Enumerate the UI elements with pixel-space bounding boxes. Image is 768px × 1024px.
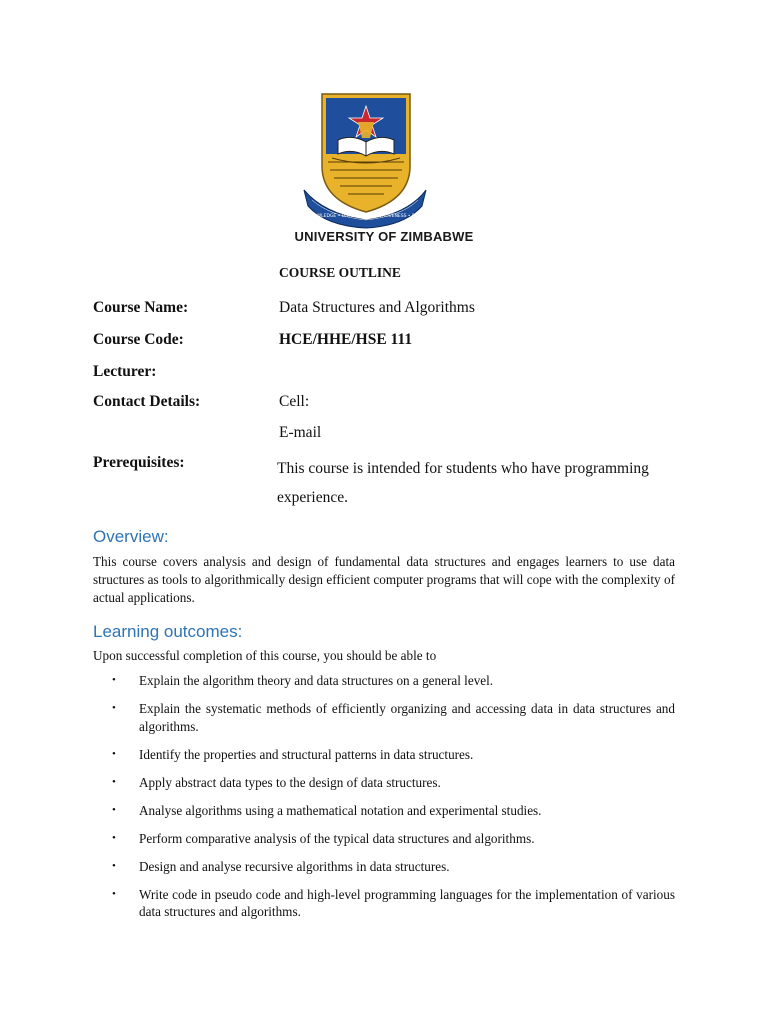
outcome-text: Design and analyse recursive algorithms in data structures.: [139, 858, 450, 874]
bullet-icon: •: [112, 859, 116, 872]
outcome-text: Write code in pseudo code and high-level programming languages for the implementation of various data structures and algorithms.: [139, 886, 675, 919]
prerequisites-value: This course is intended for students who have programming experience.: [277, 460, 649, 506]
bullet-icon: •: [112, 831, 116, 844]
bullet-icon: •: [112, 887, 116, 900]
bullet-icon: •: [112, 674, 116, 686]
outcome-text: Apply abstract data types to the design of data structures.: [139, 774, 441, 790]
outcome-text: Identify the properties and structural patterns in data structures.: [139, 746, 474, 762]
lecturer-label: Lecturer:: [93, 363, 157, 380]
course-name-label: Course Name:: [93, 299, 189, 316]
learning-outcomes-intro: Upon successful completion of this course, you should be able to: [93, 648, 437, 663]
contact-email: E-mail: [279, 424, 322, 441]
outcome-text: Explain the systematic methods of efficiently organizing and accessing data in data structures and algorithms.: [139, 701, 675, 734]
overview-text: This course covers analysis and design of fundamental data structures and engages learners to use data structures as tools to algorithmically design efficient computer programs that will cope with the complexity of actual applications.: [93, 554, 675, 605]
bullet-icon: •: [112, 747, 116, 760]
learning-outcomes-heading: Learning outcomes:: [93, 622, 243, 641]
bullet-icon: •: [112, 775, 116, 788]
list-item: [93, 746, 675, 764]
list-item: [93, 802, 675, 820]
list-item: [93, 672, 675, 690]
outcome-text: Explain the algorithm theory and data structures on a general level.: [139, 673, 494, 688]
learning-outcomes-list: [93, 672, 675, 931]
overview-heading: Overview:: [93, 527, 169, 546]
list-item: [93, 830, 675, 848]
prerequisites-label: Prerequisites:: [93, 454, 185, 471]
contact-details-label: Contact Details:: [93, 393, 201, 410]
outcome-text: Perform comparative analysis of the typical data structures and algorithms.: [139, 830, 535, 846]
course-code-value: HCE/HHE/HSE 111: [279, 331, 413, 348]
list-item: [93, 886, 675, 921]
bullet-icon: •: [112, 803, 116, 816]
course-name-value: Data Structures and Algorithms: [279, 299, 475, 316]
university-crest-logo: [277, 88, 455, 228]
contact-cell: Cell:: [279, 393, 310, 410]
bullet-icon: •: [112, 702, 116, 714]
list-item: [93, 858, 675, 876]
outcome-text: Analyse algorithms using a mathematical notation and experimental studies.: [139, 802, 542, 818]
list-item: [93, 774, 675, 792]
list-item: [93, 700, 675, 735]
university-name: UNIVERSITY OF ZIMBABWE: [294, 229, 474, 244]
document-title: COURSE OUTLINE: [279, 265, 401, 280]
crest-motto: INTEGRITY • KNOWLEDGE • DILIGENCE INNOVATIVENESS • PROFESSIONALISM: [277, 214, 455, 219]
course-code-label: Course Code:: [93, 331, 184, 348]
